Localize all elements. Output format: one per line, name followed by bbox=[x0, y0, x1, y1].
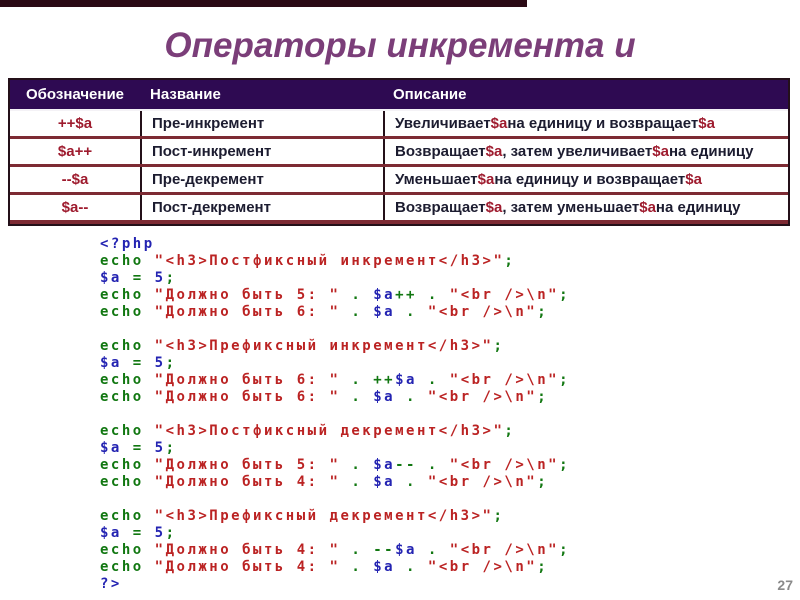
php-code-block bbox=[100, 236, 570, 593]
cell-operator: $a++ bbox=[10, 139, 142, 164]
code-line: $a = 5; bbox=[100, 270, 177, 286]
cell-name: Пре-инкремент bbox=[142, 111, 385, 136]
table-row bbox=[10, 195, 788, 224]
code-line: echo "Должно быть 5: " . $a-- . "<br />\n"; bbox=[100, 457, 570, 473]
cell-operator: ++$a bbox=[10, 111, 142, 136]
cell-name: Пост-инкремент bbox=[142, 139, 385, 164]
variable-token: $a bbox=[485, 199, 503, 216]
code-line: echo "Должно быть 4: " . $a . "<br />\n"; bbox=[100, 559, 549, 575]
variable-token: $a bbox=[652, 143, 669, 160]
header-cell-designation: Обозначение bbox=[25, 86, 125, 103]
table-row bbox=[10, 139, 788, 167]
table-row bbox=[10, 167, 788, 195]
cell-description: Возвращает $a , затем увеличивает $a на единицу bbox=[395, 143, 754, 160]
code-line: echo "Должно быть 6: " . ++$a . "<br />\n"; bbox=[100, 372, 570, 388]
code-line: ?> bbox=[100, 576, 122, 592]
variable-token: $a bbox=[639, 199, 656, 216]
table-body bbox=[10, 111, 788, 224]
table-row bbox=[10, 111, 788, 139]
cell-operator: --$a bbox=[10, 167, 142, 192]
slide-title: Операторы инкремента и bbox=[164, 26, 636, 65]
code-line bbox=[100, 406, 570, 423]
variable-token: $a bbox=[485, 143, 503, 160]
code-line: echo "Должно быть 4: " . --$a . "<br />\n"; bbox=[100, 542, 570, 558]
code-line: echo "<h3>Префиксный инкремент</h3>"; bbox=[100, 338, 505, 354]
cell-name: Пост-декремент bbox=[142, 195, 385, 220]
variable-token: $a bbox=[685, 171, 702, 188]
header-cell-name: Название bbox=[150, 86, 221, 103]
variable-token: $a bbox=[477, 171, 495, 188]
table-header-row bbox=[10, 80, 788, 111]
operators-table bbox=[8, 78, 790, 226]
cell-operator: $a-- bbox=[10, 195, 142, 220]
code-line: echo "Должно быть 4: " . $a . "<br />\n"; bbox=[100, 474, 549, 490]
code-line: echo "Должно быть 6: " . $a . "<br />\n"; bbox=[100, 304, 549, 320]
page-number: 27 bbox=[777, 577, 793, 593]
code-line: echo "Должно быть 5: " . $a++ . "<br />\n"; bbox=[100, 287, 570, 303]
code-line: $a = 5; bbox=[100, 355, 177, 371]
top-accent-bar bbox=[0, 0, 527, 7]
code-line: echo "<h3>Постфиксный декремент</h3>"; bbox=[100, 423, 516, 439]
variable-token: $a bbox=[698, 115, 715, 132]
code-line: $a = 5; bbox=[100, 525, 177, 541]
code-line: echo "<h3>Префиксный декремент</h3>"; bbox=[100, 508, 505, 524]
cell-name: Пре-декремент bbox=[142, 167, 385, 192]
code-line bbox=[100, 491, 570, 508]
code-line bbox=[100, 321, 570, 338]
cell-description: Увеличивает $a на единицу и возвращает $a bbox=[395, 115, 715, 132]
header-cell-description: Описание bbox=[393, 86, 467, 103]
code-line: echo "Должно быть 6: " . $a . "<br />\n"; bbox=[100, 389, 549, 405]
code-line: <?php bbox=[100, 236, 155, 252]
cell-description: Уменьшает $a на единицу и возвращает $a bbox=[395, 171, 702, 188]
code-line: echo "<h3>Постфиксный инкремент</h3>"; bbox=[100, 253, 516, 269]
cell-description: Возвращает $a , затем уменьшает $a на единицу bbox=[395, 199, 741, 216]
variable-token: $a bbox=[490, 115, 508, 132]
code-line: $a = 5; bbox=[100, 440, 177, 456]
